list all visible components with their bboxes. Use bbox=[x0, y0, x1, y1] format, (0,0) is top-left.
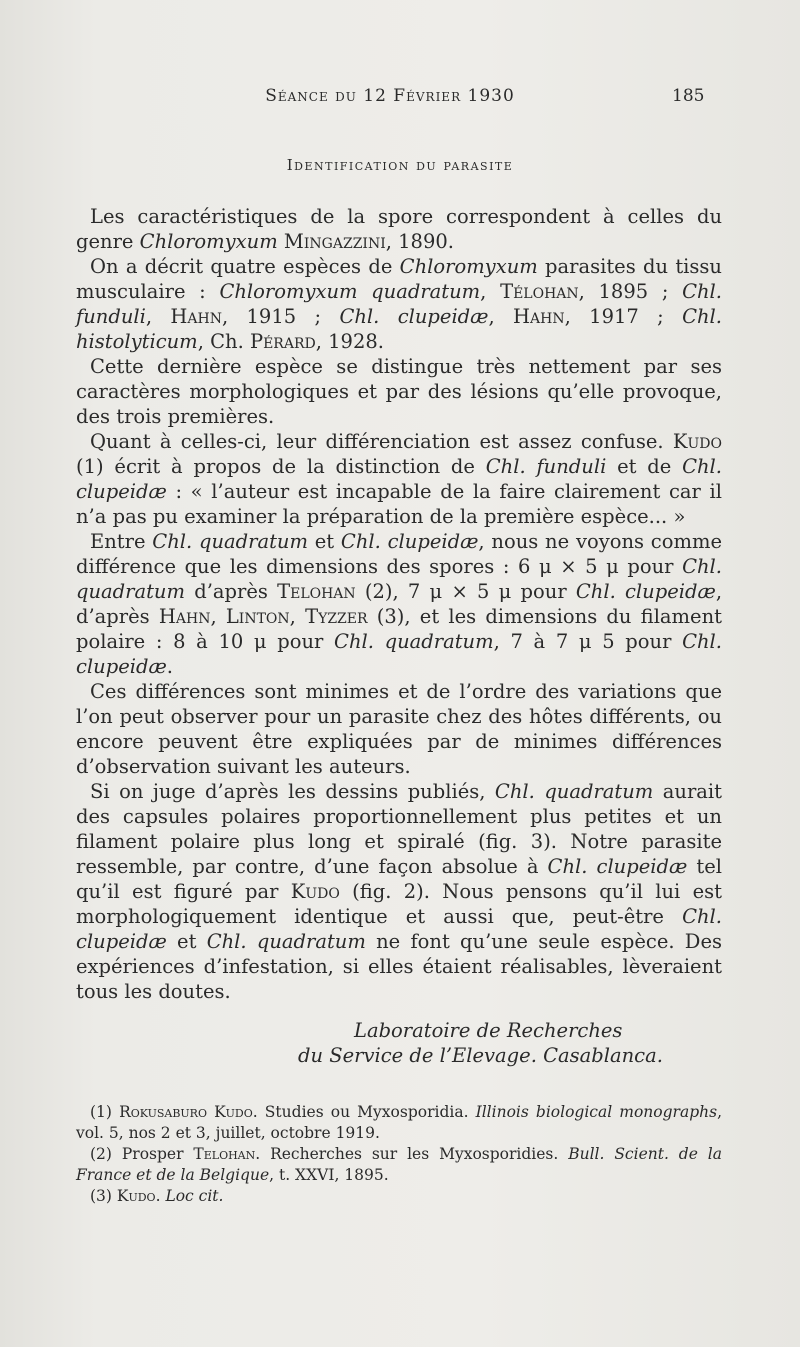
text-run: , nous ne voyons comme différence que les dimensions des spores : 6 μ × 5 μ pour bbox=[76, 530, 722, 578]
text-run: Quant à celles-ci, leur différenciation est assez confuse. bbox=[90, 430, 673, 453]
author-name: Télohan bbox=[500, 280, 579, 303]
author-name: Hahn bbox=[513, 305, 565, 328]
running-head bbox=[0, 86, 800, 116]
text-run: , vol. 5, nos 2 et 3, juillet, octobre 1919. bbox=[76, 1103, 722, 1142]
text-run: tel qu’il est figuré par bbox=[76, 855, 722, 903]
species-name: Chl. quadratum bbox=[334, 630, 494, 653]
species-name: Chl. quadratum bbox=[76, 555, 722, 603]
text-run: : « l’auteur est incapable de la faire clairement car il n’a pas pu examiner la préparation de la première espèce... » bbox=[76, 480, 722, 528]
text-run: , 1915 ; bbox=[221, 305, 340, 328]
signature-line-2: du Service de l’Elevage. Casablanca. bbox=[298, 1044, 663, 1067]
author-name: Kudo bbox=[290, 880, 340, 903]
footnote-marker: (3) bbox=[90, 1187, 117, 1205]
running-title: Séance du 12 Février 1930 bbox=[265, 86, 515, 106]
paragraph-5 bbox=[76, 529, 722, 679]
text-run: , bbox=[488, 305, 514, 328]
section-heading: Identification du parasite bbox=[286, 156, 514, 174]
text-run: , 7 à 7 μ 5 pour bbox=[493, 630, 683, 653]
text-run: parasites du tissu musculaire : bbox=[76, 255, 722, 303]
author-name: Hahn bbox=[170, 305, 222, 328]
species-name: Chl. quadratum bbox=[494, 780, 654, 803]
species-name: Chl. quadratum bbox=[206, 930, 366, 953]
publication-title: Illinois biological monographs bbox=[475, 1103, 718, 1121]
text-run: (3), et les dimensions du filament polaire : 8 à 10 μ pour bbox=[76, 605, 722, 653]
signature-line-1: Laboratoire de Recherches bbox=[354, 1019, 623, 1042]
paragraph-3: Cette dernière espèce se distingue très nettement par ses caractères morphologiques et par des lésions qu’elle provoque, des trois premières. bbox=[76, 355, 722, 428]
author-name: Telohan bbox=[277, 580, 356, 603]
paragraph-4 bbox=[76, 429, 722, 529]
text-run: . bbox=[166, 655, 173, 678]
publication-title: Bull. Scient. de la France et de la Belgique bbox=[76, 1145, 722, 1184]
species-name: Chloromyxum quadratum bbox=[219, 280, 481, 303]
species-name: Chl. clupeidæ bbox=[76, 630, 722, 678]
species-name: Chl. clupeidæ bbox=[76, 455, 722, 503]
publication-title: Loc cit. bbox=[165, 1187, 224, 1205]
author-name: Pérard bbox=[249, 330, 316, 353]
text-run: et bbox=[166, 930, 207, 953]
species-name: Chl. clupeidæ bbox=[339, 305, 489, 328]
author-name: Mingazzini bbox=[277, 230, 386, 253]
text-run: , t. XXVI, 1895. bbox=[269, 1166, 389, 1184]
footnote-3 bbox=[76, 1186, 722, 1207]
text-run: (1) écrit à propos de la distinction de bbox=[76, 455, 486, 478]
text-run: (fig. 2). Nous pensons qu’il lui est morphologiquement identique et aussi que, peut-être bbox=[76, 880, 723, 928]
paragraph-1 bbox=[76, 204, 722, 254]
text-run: , Ch. bbox=[197, 330, 250, 353]
footnote-2 bbox=[76, 1144, 722, 1186]
text-run: (2), 7 μ × 5 μ pour bbox=[355, 580, 576, 603]
species-name: Chl. clupeidæ bbox=[76, 905, 722, 953]
author-name: Kudo bbox=[672, 430, 722, 453]
author-name: Rokusaburo Kudo bbox=[119, 1103, 253, 1121]
footnote-marker: (1) bbox=[90, 1103, 120, 1121]
body-text bbox=[76, 204, 722, 1004]
species-name: Chl. funduli bbox=[76, 280, 722, 328]
text-run: , bbox=[480, 280, 501, 303]
text-run: , 1917 ; bbox=[564, 305, 683, 328]
text-run: . Studies ou Myxosporidia. bbox=[252, 1103, 476, 1121]
text-run: Entre bbox=[90, 530, 153, 553]
footnote-marker: (2) Prosper bbox=[90, 1145, 194, 1163]
text-run: . bbox=[155, 1187, 166, 1205]
species-name: Chl. clupeidæ bbox=[575, 580, 716, 603]
author-name: Telohan bbox=[193, 1145, 256, 1163]
text-run: , 1890. bbox=[385, 230, 454, 253]
signature-block bbox=[76, 1018, 722, 1068]
paragraph-6: Ces différences sont minimes et de l’ordre des variations que l’on peut observer pour un parasite chez des hôtes différents, ou encore peuvent être expliquées par de minimes différences d’observation suivant les auteurs. bbox=[76, 680, 722, 778]
text-run: , 1928. bbox=[315, 330, 384, 353]
species-name: Chl. quadratum bbox=[152, 530, 308, 553]
text-run: d’après bbox=[184, 580, 278, 603]
text-run: , bbox=[145, 305, 171, 328]
text-run: ne font qu’une seule espèce. Des expériences d’infestation, si elles étaient réalisables, lèveraient tous les doutes. bbox=[76, 930, 722, 1003]
paragraph-2 bbox=[76, 254, 722, 354]
genus-name: Chloromyxum bbox=[399, 255, 538, 278]
species-name: Chl. clupeidæ bbox=[547, 855, 688, 878]
text-run: . Recherches sur les Myxosporidies. bbox=[255, 1145, 569, 1163]
text-run: , 1895 ; bbox=[578, 280, 683, 303]
page-number: 185 bbox=[672, 86, 705, 106]
text-run: aurait des capsules polaires proportionnellement plus petites et un filament polaire plus long et spiralé (fig. 3). Notre parasite ressemble, par contre, d’une façon absolue à bbox=[76, 780, 722, 878]
author-name: Kudo bbox=[116, 1187, 156, 1205]
genus-name: Chloromyxum bbox=[139, 230, 278, 253]
text-run: Si on juge d’après les dessins publiés, bbox=[90, 780, 495, 803]
text-run: et bbox=[307, 530, 341, 553]
text-run: Les caractéristiques de la spore correspondent à celles du genre bbox=[76, 205, 722, 253]
species-name: Chl. clupeidæ bbox=[340, 530, 479, 553]
text-run: On a décrit quatre espèces de bbox=[90, 255, 400, 278]
paragraph-7 bbox=[76, 779, 722, 1004]
species-name: Chl. funduli bbox=[485, 455, 607, 478]
author-name: Hahn, Linton, Tyzzer bbox=[158, 605, 368, 628]
footnotes bbox=[76, 1102, 722, 1207]
text-run: et de bbox=[606, 455, 683, 478]
footnote-1 bbox=[76, 1102, 722, 1144]
species-name: Chl. histolyticum bbox=[76, 305, 722, 353]
text-run: , d’après bbox=[76, 580, 723, 628]
